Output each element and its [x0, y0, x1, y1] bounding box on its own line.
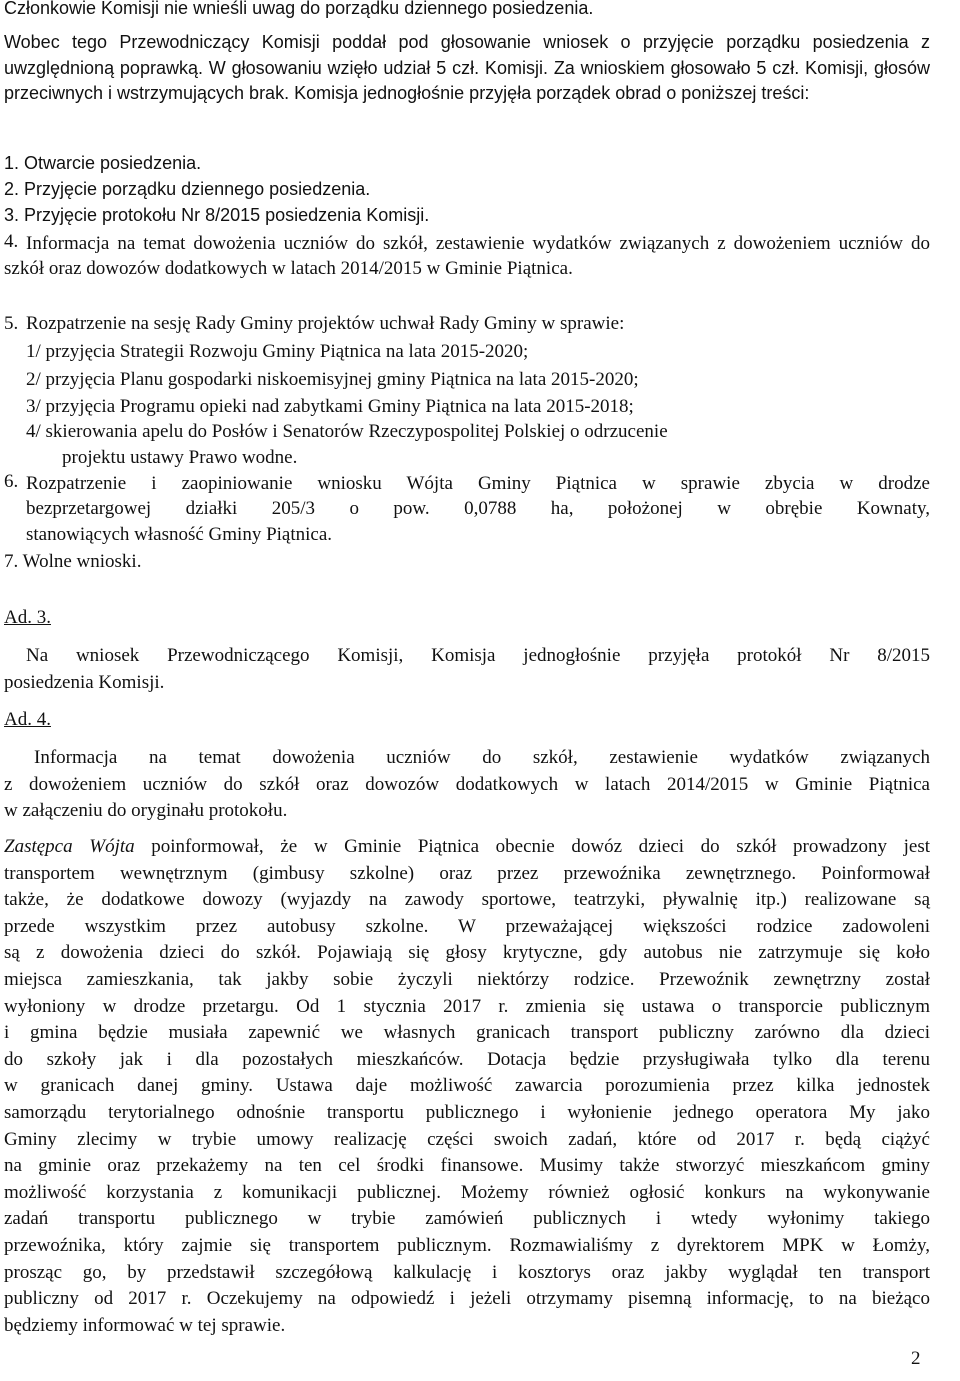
agenda-item-4-number: 4.: [4, 231, 19, 252]
main-line: Gminy zlecimy w trybie umowy realizację części swoich zadań, które od 2017 r. będą ciążyć: [4, 1128, 930, 1150]
main-line: samorządu terytorialnego odnośnie transportu publicznego i wyłonienie jednego operatora My jako: [4, 1101, 930, 1123]
main-line: na gminie oraz przekażemy na ten cel środki finansowe. Musimy także stworzyć mieszkańcom gminy: [4, 1155, 930, 1177]
agenda-item-6: [4, 471, 930, 551]
agenda-item-6-number: 6.: [4, 471, 19, 492]
main-line: także, że dodatkowe dowozy (wyjazdy na zawody sportowe, teatrzyki, pływalnię itp.) realizowane są: [4, 889, 930, 911]
main-paragraph: [4, 834, 930, 1339]
main-line: w granicach danej gminy. Ustawa daje możliwość zawarcia porozumienia przez kilka jednostek: [4, 1075, 930, 1097]
ad3-line: Na wniosek Przewodniczącego Komisji, Komisja jednogłośnie przyjęła protokół Nr 8/2015: [26, 645, 930, 666]
page-number: 2: [911, 1348, 921, 1369]
agenda-item-1: 1. Otwarcie posiedzenia.: [4, 153, 202, 173]
agenda-item-2: 2. Przyjęcie porządku dziennego posiedzenia.: [4, 179, 371, 199]
main-line: Zastępca Wójta poinformował, że w Gminie Piątnica obecnie dowóz dzieci do szkół prowadzony jest: [4, 836, 930, 857]
main-line: będziemy informować w tej sprawie.: [4, 1314, 286, 1336]
agenda-item-5-number: 5.: [4, 313, 19, 334]
agenda-item-4: [4, 231, 930, 311]
main-line: zadań transportu publicznego w trybie zamówień publicznych i wtedy wyłonimy takiego: [4, 1208, 930, 1230]
main-line: przede wszystkim przez autobusy szkolne. W przeważającej większości rodzice zadowoleni: [4, 915, 930, 937]
main-line: prosząc go, by przedstawił szczegółową kalkulację i kosztorys oraz jakby wyglądał ten transport: [4, 1261, 930, 1283]
speaker-name: Zastępca Wójta: [4, 836, 135, 857]
agenda-item-7: 7. Wolne wnioski.: [4, 551, 142, 572]
main-line: przewoźnika, który zajmie się transportem publicznym. Rozmawialiśmy z dyrektorem MPK w Łomży,: [4, 1234, 930, 1256]
main-line: miejsca zamieszkania, tak jakby sobie życzyli niektórzy rodzice. Przewoźnik zewnętrzny został: [4, 968, 930, 990]
intro-section: [4, 0, 930, 107]
agenda-item-6-line: stanowiących własność Gminy Piątnica.: [26, 523, 333, 545]
agenda-item-4-text: Informacja na temat dowożenia uczniów do szkół, zestawienie wydatków związanych z dowożeniem uczniów do szkół oraz dowozów dodatkowych w latach 2014/2015 w Gminie Piątnica.: [4, 233, 930, 280]
ad4-line: z dowożeniem uczniów do szkół oraz dowozów dodatkowych w latach 2014/2015 w Gminie Piątnica: [4, 773, 930, 795]
agenda-item-6-line: bezprzetargowej działki 205/3 o pow. 0,0788 ha, położonej w obrębie Kownaty,: [26, 498, 930, 520]
agenda-item-5-sub-4-cont: projektu ustawy Prawo wodne.: [62, 447, 298, 468]
agenda-item-3: 3. Przyjęcie protokołu Nr 8/2015 posiedzenia Komisji.: [4, 205, 430, 225]
agenda-item-5: [4, 313, 930, 341]
main-line: są z dowożenia dzieci do szkół. Pojawiają się głosy krytyczne, gdy autobus nie zatrzymuje się koło: [4, 942, 930, 964]
agenda-item-5-sub-3: 3/ przyjęcia Programu opieki nad zabytkami Gminy Piątnica na lata 2015-2018;: [26, 396, 634, 417]
main-line: wyłoniony w drodze przetargu. Od 1 stycznia 2017 r. zmienia się ustawa o transporcie publicznym: [4, 995, 930, 1017]
agenda-item-5-sub-1: 1/ przyjęcia Strategii Rozwoju Gminy Piątnica na lata 2015-2020;: [26, 341, 529, 362]
main-line: możliwość korzystania z komunikacji publicznej. Możemy również ogłosić konkurs na wykonywanie: [4, 1181, 930, 1203]
main-line: do szkoły jak i dla pozostałych mieszkańców. Dotacja będzie przysługiwała tylko dla terenu: [4, 1048, 930, 1070]
section-heading-ad3: Ad. 3.: [4, 607, 51, 628]
agenda-item-5-sub-4: 4/ skierowania apelu do Posłów i Senatorów Rzeczypospolitej Polskiej o odrzucenie: [26, 421, 668, 442]
ad4-paragraph: [4, 745, 930, 825]
agenda-item-5-sub-2: 2/ przyjęcia Planu gospodarki niskoemisyjnej gminy Piątnica na lata 2015-2020;: [26, 369, 639, 390]
main-line: transportem wewnętrznym (gimbusy szkolne) oraz przez przewoźnika zewnętrznego. Poinformował: [4, 862, 930, 884]
ad4-line: w załączeniu do oryginału protokołu.: [4, 800, 288, 822]
section-heading-ad4: Ad. 4.: [4, 709, 51, 730]
main-line: i gmina będzie musiała zapewnić we własnych granicach transport publiczny zarówno dla dzieci: [4, 1022, 930, 1044]
main-line: publiczny od 2017 r. Oczekujemy na odpowiedź i jeżeli otrzymamy pisemną informację, to na bieżąco: [4, 1288, 930, 1310]
ad3-paragraph: [4, 643, 930, 696]
intro-voting-paragraph: Wobec tego Przewodniczący Komisji poddał pod głosowanie wniosek o przyjęcie porządku posiedzenia z uwzględnioną poprawką. W głosowaniu wzięło udział 5 czł. Komisji. Za wnioskiem głosowało 5 czł. Komisji, głosów przeciwnych i wstrzymujących brak. Komisja jednogłośnie przyjęła porządek obrad o poniższej treści:: [4, 32, 930, 104]
intro-line: Członkowie Komisji nie wnieśli uwag do porządku dziennego posiedzenia.: [4, 0, 594, 18]
agenda-item-6-line: Rozpatrzenie i zaopiniowanie wniosku Wójta Gminy Piątnica w sprawie zbycia w drodze: [26, 473, 930, 494]
ad3-line: posiedzenia Komisji.: [4, 671, 165, 693]
ad4-line: Informacja na temat dowożenia uczniów do szkół, zestawienie wydatków związanych: [34, 747, 930, 768]
agenda-item-5-text: Rozpatrzenie na sesję Rady Gminy projektów uchwał Rady Gminy w sprawie:: [26, 313, 625, 334]
